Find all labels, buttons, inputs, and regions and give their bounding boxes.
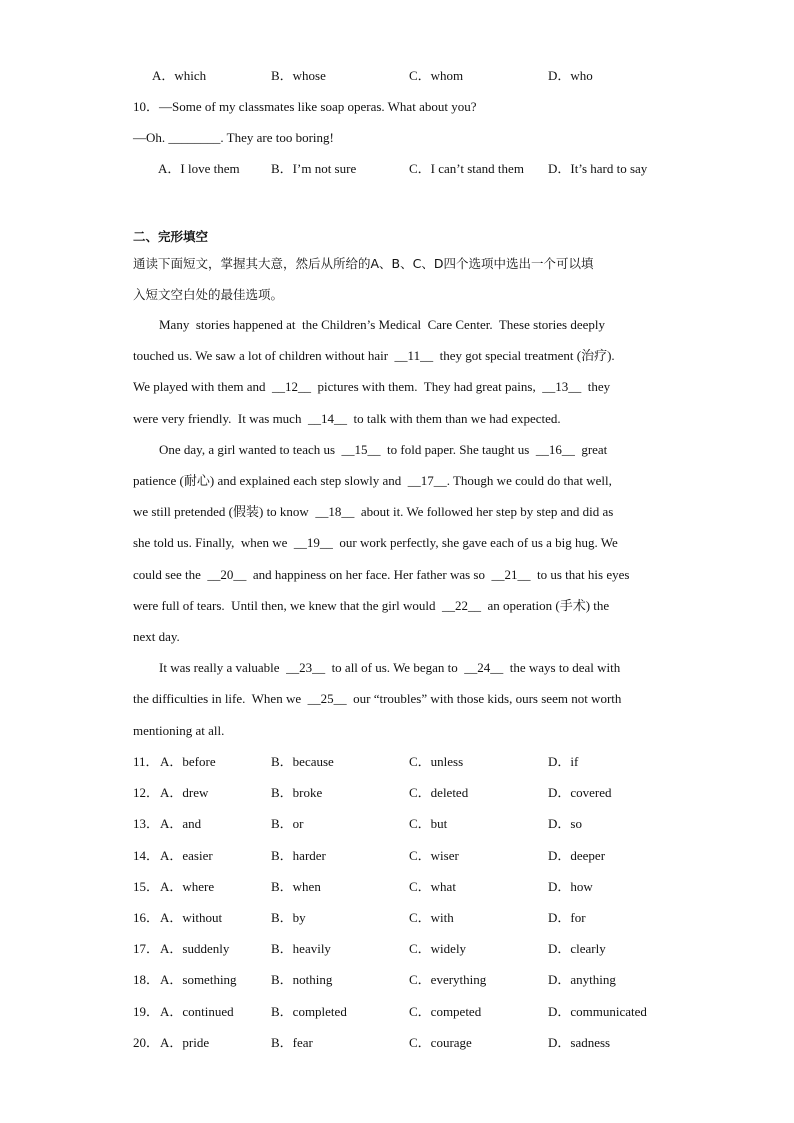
question-number: 16． [133, 910, 160, 925]
passage-text: One day, a girl wanted to teach us [133, 441, 342, 457]
passage-blank: __14__ [307, 410, 347, 426]
passage-line [133, 567, 629, 583]
question-option-c: C．with [409, 910, 454, 925]
question-option-d: D．deeper [548, 847, 606, 863]
q9-option-d: D．who [548, 68, 593, 83]
passage-text: patience (耐心) and explained each step slowly and [133, 473, 408, 488]
question-option-b: B．broke [271, 785, 323, 801]
question-option-c: C．but [409, 816, 448, 832]
passage-line [133, 598, 609, 614]
question-option-d: D．covered [548, 785, 612, 801]
passage-text: our “troubles” with those kids, ours seem not worth [346, 691, 622, 707]
question-option-d: D．so [548, 816, 582, 832]
q10-option-b: B．I’m not sure [271, 161, 357, 176]
question-option-a: A．easier [160, 847, 213, 863]
question-number: 20． [133, 1034, 160, 1050]
passage-text: Many stories happened at the Children’s Medical Care Center. These stories deeply [133, 317, 605, 332]
question-number: 15． [133, 878, 160, 894]
passage-text: the ways to deal with [503, 660, 621, 676]
question-number: 11． [133, 754, 159, 769]
question-option-c: C．everything [409, 972, 487, 988]
passage-text: they got special treatment (治疗). [433, 348, 615, 364]
passage-line [133, 723, 224, 739]
passage-line [133, 504, 613, 520]
passage-text: great [574, 441, 608, 457]
question-option-a: A．something [160, 972, 237, 988]
passage-text: It was really a valuable [133, 660, 287, 676]
question-option-d: D．how [548, 878, 593, 894]
q9-option-a: A．which [152, 68, 207, 83]
question-option-a: A．before [160, 754, 216, 769]
question-option-b: B．by [271, 910, 306, 925]
q10-option-a: A．I love them [158, 161, 240, 176]
question-option-b: B．fear [271, 1034, 313, 1050]
question-option-b: B．nothing [271, 972, 333, 988]
passage-text: mentioning at all. [133, 722, 225, 738]
passage-line [133, 535, 618, 551]
q9-option-c: C．whom [409, 68, 464, 83]
question-number: 12． [133, 785, 160, 801]
passage-line [133, 379, 610, 395]
q9-option-b: B．whose [271, 68, 326, 83]
passage-text: they [581, 379, 611, 395]
question-number: 17． [133, 941, 160, 957]
question-number: 13． [133, 816, 160, 832]
passage-text: to all of us. We began to [325, 660, 465, 676]
question-option-b: B．when [271, 878, 321, 894]
passage-text: were full of tears. Until then, we knew that the girl would [133, 597, 443, 613]
question-option-a: A．where [160, 878, 215, 894]
passage-text: and happiness on her face. Her father was so [246, 566, 492, 582]
question-option-c: C．deleted [409, 785, 469, 801]
question-number: 18． [133, 972, 160, 988]
question-option-a: A．drew [160, 785, 209, 801]
passage-blank: __11__ [394, 348, 434, 364]
passage-text: to fold paper. She taught us [380, 441, 536, 457]
section-title: 二、完形填空 [133, 229, 209, 244]
question-option-d: D．communicated [548, 1003, 647, 1019]
question-option-b: B．or [271, 816, 304, 832]
question-option-d: D．if [548, 754, 579, 769]
passage-text: could see the [133, 566, 208, 582]
passage-line [133, 411, 561, 427]
passage-blank: __18__ [315, 504, 355, 520]
passage-text: our work perfectly, she gave each of us a big hug. We [332, 535, 618, 551]
question-option-b: B．heavily [271, 941, 331, 957]
question-option-b: B．completed [271, 1003, 347, 1019]
q10-option-c: C．I can’t stand them [409, 161, 524, 176]
section-instruction-line-2: 入短文空白处的最佳选项。 [133, 287, 284, 302]
passage-text: touched us. We saw a lot of children without hair [133, 348, 395, 364]
question-option-d: D．sadness [548, 1034, 611, 1050]
passage-line [133, 317, 605, 333]
passage-text: . Though we could do that well, [446, 473, 612, 488]
section-instruction-line-1: 通读下面短文，掌握其大意，然后从所给的A、B、C、D四个选项中选出一个可以填 [133, 256, 594, 271]
question-option-a: A．pride [160, 1034, 210, 1050]
question-option-b: B．harder [271, 847, 326, 863]
q10-reply-prefix: —Oh. [133, 130, 169, 145]
q10-stem: 10．—Some of my classmates like soap operas. What about you? [133, 99, 477, 114]
passage-line [133, 473, 612, 489]
question-option-a: A．without [160, 910, 223, 925]
passage-text: the difficulties in life. When we [133, 691, 308, 707]
passage-line [133, 348, 615, 364]
question-option-c: C．widely [409, 941, 467, 957]
passage-blank: __23__ [286, 660, 326, 676]
question-option-a: A．continued [160, 1003, 234, 1019]
passage-blank: __16__ [535, 441, 575, 457]
question-option-c: C．courage [409, 1034, 472, 1050]
passage-line [133, 629, 180, 645]
passage-line [133, 660, 620, 676]
passage-blank: __20__ [207, 566, 247, 582]
question-option-d: D．clearly [548, 941, 606, 957]
q10-reply [133, 130, 334, 146]
question-option-c: C．wiser [409, 847, 459, 863]
question-number: 19． [133, 1003, 160, 1019]
passage-line [133, 442, 607, 458]
passage-blank: __21__ [491, 566, 531, 582]
question-option-d: D．anything [548, 972, 616, 988]
passage-blank: __12__ [272, 379, 312, 395]
passage-blank: __15__ [341, 441, 381, 457]
passage-text: about it. We followed her step by step and did as [354, 504, 614, 520]
question-option-a: A．suddenly [160, 941, 230, 957]
question-option-c: C．what [409, 878, 456, 894]
passage-text: We played with them and [133, 379, 273, 395]
question-option-d: D．for [548, 910, 586, 925]
passage-text: we still pretended (假装) to know [133, 504, 316, 520]
passage-blank: __25__ [307, 691, 347, 707]
passage-text: were very friendly. It was much [133, 410, 308, 426]
passage-text: she told us. Finally, when we [133, 535, 294, 551]
passage-blank: __24__ [464, 660, 504, 676]
passage-blank: __22__ [442, 597, 482, 613]
question-option-c: C．competed [409, 1003, 482, 1019]
passage-text: to us that his eyes [530, 566, 630, 582]
passage-blank: __19__ [293, 535, 333, 551]
question-option-b: B．because [271, 754, 334, 769]
passage-line [133, 691, 621, 707]
q10-option-d: D．It’s hard to say [548, 161, 648, 176]
question-number: 14． [133, 847, 160, 863]
passage-blank: __17__ [407, 473, 447, 488]
passage-text: next day. [133, 629, 180, 644]
q10-reply-blank: ________ [168, 130, 221, 145]
passage-text: an operation (手术) the [481, 597, 610, 613]
passage-blank: __13__ [542, 379, 582, 395]
passage-text: to talk with them than we had expected. [346, 410, 561, 426]
q10-reply-suffix: . They are too boring! [220, 130, 334, 145]
question-option-c: C．unless [409, 754, 464, 769]
passage-text: pictures with them. They had great pains, [311, 379, 543, 395]
question-option-a: A．and [160, 816, 202, 832]
